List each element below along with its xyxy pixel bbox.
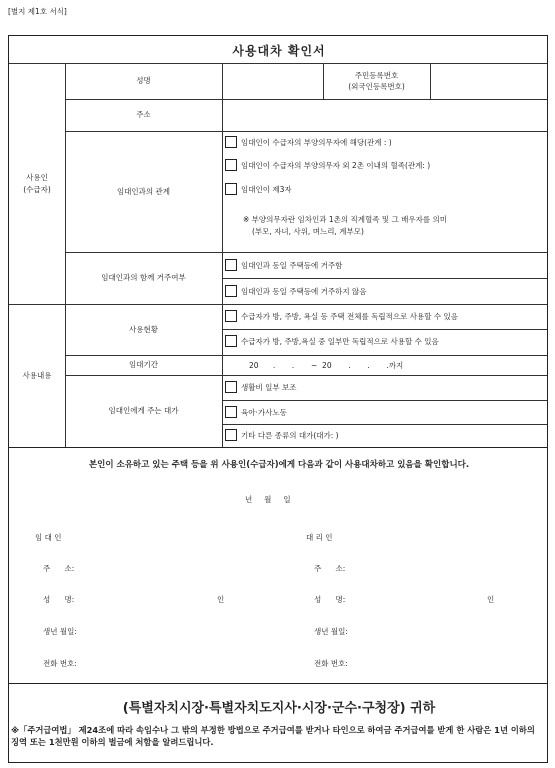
consideration-option-other[interactable]: 기타 다른 종류의 대가(대가: ) <box>225 429 339 441</box>
lessor-address-label[interactable]: 주 소: <box>43 564 75 573</box>
lease-period-field[interactable]: 20 . . ~ 20 . . .까지 <box>249 361 404 370</box>
authority-addressee: (특별자치시장·특별자치도지사·시장·군수·구청장) 귀하 <box>122 701 436 716</box>
usage-section-label: 사용내용 <box>22 370 52 380</box>
lessor-name-label[interactable]: 성 명: <box>43 595 75 604</box>
checkbox[interactable] <box>225 159 237 171</box>
usage-status-label: 사용현황 <box>129 324 158 334</box>
checkbox[interactable] <box>225 285 237 297</box>
cohabit-option-yes[interactable]: 임대인과 동일 주택등에 거주함 <box>225 259 342 271</box>
form-title: 사용대차 확인서 <box>232 44 326 58</box>
checkbox[interactable] <box>225 183 237 195</box>
checkbox[interactable] <box>225 429 237 441</box>
consideration-option-childcare[interactable]: 육아·가사노동 <box>225 406 287 418</box>
lessor-phone-label[interactable]: 전화 번호: <box>43 659 77 668</box>
agent-birth-label[interactable]: 생년 월일: <box>314 627 348 636</box>
checkbox[interactable] <box>225 381 237 393</box>
agent-address-label[interactable]: 주 소: <box>314 564 346 573</box>
agent-name-label[interactable]: 성 명: <box>314 595 346 604</box>
cohabit-label: 임대인과의 함께 거주여부 <box>101 273 186 283</box>
name-field[interactable] <box>223 64 323 98</box>
declaration-text: 본인이 소유하고 있는 주택 등을 위 사용인(수급자)에게 다음과 같이 사용대차하고 있음을 확인합니다. <box>88 460 470 470</box>
confirmation-form <box>8 35 548 763</box>
address-label: 주소 <box>136 110 151 120</box>
id-number-label: 주민등록번호 (외국인등록번호) <box>348 70 405 91</box>
date-line[interactable]: 년 월 일 <box>245 495 291 504</box>
lessor-birth-label[interactable]: 생년 월일: <box>43 627 77 636</box>
usage-option-whole[interactable]: 수급자가 방, 주방, 욕실 등 주택 전체를 독립적으로 사용할 수 있음 <box>225 310 458 322</box>
relation-option-third-party[interactable]: 임대인이 제3자 <box>225 183 292 195</box>
usage-option-partial[interactable]: 수급자가 방, 주방,욕실 중 일부만 독립적으로 사용할 수 있음 <box>225 335 439 347</box>
form-number: [별지 제1호 서식] <box>8 7 67 16</box>
checkbox[interactable] <box>225 136 237 148</box>
address-field[interactable] <box>223 100 547 130</box>
lease-period-label: 임대기간 <box>129 360 158 370</box>
legal-warning: ※「주거급여법」 제24조에 따라 속임수나 그 밖의 부정한 방법으로 주거급여를 받거나 타인으로 하여금 주거급여를 받게 한 사람은 1년 이하의 징역 또는 1천만원 이하의 벌금에 처함을 알려드립니다. <box>11 725 535 748</box>
agent-phone-label[interactable]: 전화 번호: <box>314 659 348 668</box>
relation-note: ※ 부양의무자란 임차인과 1촌의 직계혈족 및 그 배우자를 의미 (부모, 자녀, 사위, 며느리, 계부모) <box>243 215 448 236</box>
checkbox[interactable] <box>225 310 237 322</box>
name-label: 성명 <box>136 76 151 86</box>
agent-seal: 인 <box>487 595 495 604</box>
checkbox[interactable] <box>225 259 237 271</box>
agent-title: 대 리 인 <box>306 533 333 542</box>
relation-option-relative[interactable]: 임대인이 수급자의 부양의무자 외 2촌 이내의 혈족(관계: ) <box>225 159 430 171</box>
lessor-title: 임 대 인 <box>35 533 62 542</box>
cohabit-option-no[interactable]: 임대인과 동일 주택등에 거주하지 않음 <box>225 285 366 297</box>
user-section-label: 사용인 (수급자) <box>23 173 51 194</box>
checkbox[interactable] <box>225 406 237 418</box>
consideration-label: 임대인에게 주는 대가 <box>108 406 179 416</box>
id-number-field[interactable] <box>431 64 547 98</box>
checkbox[interactable] <box>225 335 237 347</box>
lessor-seal: 인 <box>217 595 225 604</box>
relation-option-dependent[interactable]: 임대인이 수급자의 부양의무자에 해당(관계 : ) <box>225 136 392 148</box>
consideration-option-living-cost[interactable]: 생활비 일부 보조 <box>225 381 296 393</box>
relation-label: 임대인과의 관계 <box>116 186 171 196</box>
